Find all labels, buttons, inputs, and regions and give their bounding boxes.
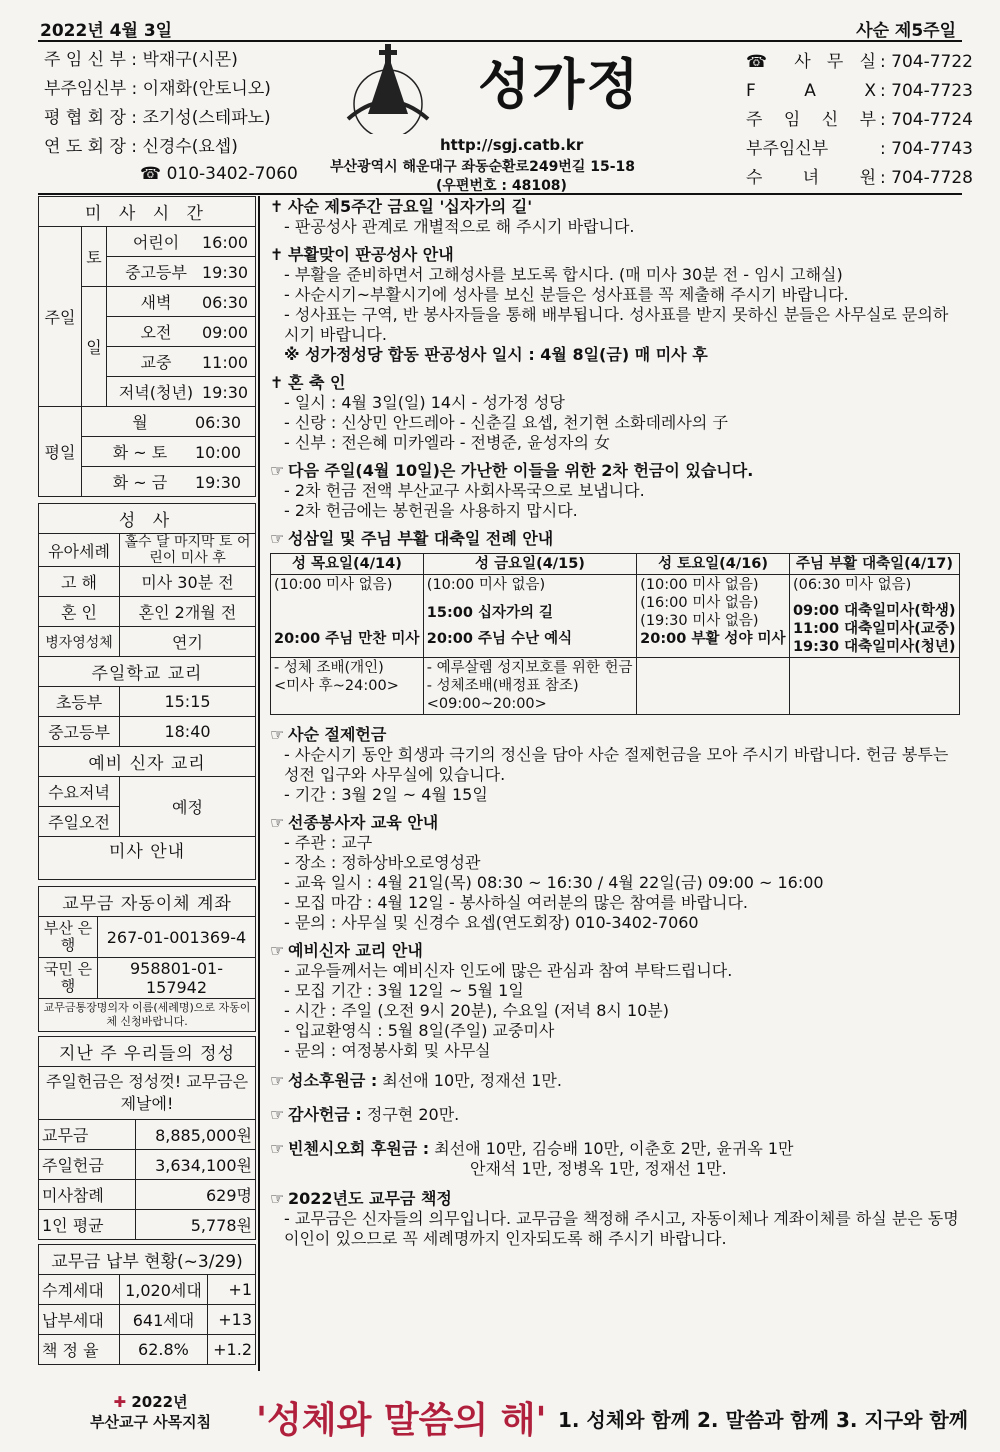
- main-content: [270, 197, 960, 1257]
- cross-icon: ✝: [270, 197, 284, 216]
- contact-row: 부주임신부 : 704-7743: [746, 139, 973, 159]
- notice-dues: ☞ 2022년도 교무금 책정 - 교무금은 신자들의 의무입니다. 교무금을 책정해 주시고, 자동이체나 계좌이체를 하실 분은 동명이인이 있으므로 꼭 세례명까지 인자되도록 해 주시기 바랍니다.: [270, 1189, 959, 1248]
- notice-way-of-cross: ✝ 사순 제5주간 금요일 '십자가의 길' - 판공성사 관계로 개별적으로 해 주시기 바랍니다.: [270, 197, 635, 236]
- weekday-label: 평일: [39, 407, 82, 497]
- sidebar: [38, 196, 256, 1365]
- phone-icon: ☎: [140, 164, 167, 184]
- church-logo-icon: [328, 44, 448, 134]
- contact-row: ☎ 사 무 실 : 704-7722: [746, 52, 973, 72]
- address: 부산광역시 해운대구 좌동순환로249번길 15-18: [330, 159, 636, 175]
- pointing-hand-icon: ☞: [270, 941, 285, 960]
- mass-times-title: 미 사 시 간: [39, 197, 256, 227]
- pointing-hand-icon: ☞: [270, 1105, 285, 1124]
- liturgical-week: 사순 제5주일: [856, 21, 956, 41]
- notice-thanks-donation: ☞ 감사헌금 : 정구현 20만.: [270, 1105, 460, 1124]
- offering-table: 지난 주 우리들의 정성 주일헌금은 정성껏! 교무금은 제날에! 교무금 8,885,000원 주일헌금 3,634,100원 미사참례 629명 1인 평균 5,778원: [38, 1036, 256, 1240]
- guideline-points: 1. 성체와 함께 2. 말씀과 함께 3. 지구와 함께: [558, 1408, 969, 1432]
- contact-list: [746, 48, 973, 193]
- account-table: 교무금 자동이체 계좌 부산 은행 267-01-001369-4 국민 은행 958801-01-157942 교무금통장명의자 이름(세례명)으로 자동이체 신청바랍니다.: [38, 886, 256, 1032]
- staff-row: 연 도 회 장 : 신경수(요셉): [44, 137, 238, 157]
- notice-volunteer-training: ☞ 선종봉사자 교육 안내 - 주관 : 교구 - 장소 : 정하상바오로영성관 - 교육 일시 : 4월 21일(목) 08:30 ~ 16:30 / 4월 22일(금) 09:00 ~ 16:00 - 모집 마감 : 4월 12일 - 봉사하실 여러분의 많은 참여를 바랍니다. - 문의 : 사무실 및 신경수 요셉(연도회장) 010-3402-7060: [270, 813, 824, 932]
- staff-phone: ☎ 010-3402-7060: [140, 164, 298, 184]
- notice-confession: ✝ 부활맞이 판공성사 안내 - 부활을 준비하면서 고해성사를 보도록 합시다. (매 미사 30분 전 - 임시 고해실) - 사순시기~부활시기에 성사를 보신 분들은 성사표를 꼭 제출해 주시기 바랍니다. - 성사표는 구역, 반 봉사자들을 통해 배부됩니다. 성사표를 받지 못하신 분들은 사무실로 문의하시기 바랍니다. ※ 성가정성당 합동 판공성사 일시 : 4월 8일(금) 매 미사 후: [270, 245, 949, 364]
- staff-list: [44, 46, 271, 162]
- notice-triduum: ☞ 성삼일 및 주님 부활 대축일 전례 안내 성 목요일(4/14) 성 금요일(4/15) 성 토요일(4/16) 주님 부활 대축일(4/17) (10:00 미사 없음) 20:00 주님 만찬 미사 (10:00 미사 없음) 15:00 십자가의 길 20:00 주님 수난 예식 (10:00 미사 없음) (16:00 미사 없음) (19:30 미사 없음) 20:00 부활 성야 미사 (06:30 미사 없음) 09:00 대축일미사(학생) 11:00 대축일미사(교중) 19:30 대축일미사(청년) - 성체 조배(개인) <미사 후~24:00> - 예루살렘 성지보호를 위한 헌금 - 성체조배(배정표 참조) <09:00~20:00>: [270, 529, 960, 715]
- dues-table: 교무금 납부 현황(~3/29) 수계세대 1,020세대 +1 납부세대 641세대 +13 책 정 율 62.8% +1.2: [38, 1244, 256, 1365]
- staff-row: 평 협 회 장 : 조기성(스테파노): [44, 108, 271, 128]
- diocese-logo-icon: ✚: [113, 1393, 127, 1411]
- sacrament-table: 성 사 유아세례 홀수 달 마지막 토 어린이 미사 후 고 해 미사 30분 전 혼 인 혼인 2개월 전 병자영성체 연기 주일학교 교리 초등부 15:15 중고등부 18:40 예비 신자 교리 수요저녁 예정 주일오전 미사 안내: [38, 503, 256, 880]
- zip-code: (우편번호 : 48108): [436, 178, 567, 194]
- pointing-hand-icon: ☞: [270, 813, 285, 832]
- pointing-hand-icon: ☞: [270, 1071, 285, 1090]
- mass-times-table: 미 사 시 간 주일 토 어린이 16:00 중고등부 19:30 일 새벽 06:30 오전 09:00 교중 11:00 저녁(청년) 19:30 평일 월 06:30 화 ~ 토 10:00 화 ~ 금 19:30: [38, 196, 256, 497]
- staff-row: 부주임신부 : 이재화(안토니오): [44, 79, 271, 99]
- year-slogan: '성체와 말씀의 해': [256, 1400, 547, 1441]
- contact-row: 수 녀 원 : 704-7728: [746, 168, 973, 188]
- cross-icon: ✝: [270, 245, 284, 264]
- pointing-hand-icon: ☞: [270, 1139, 285, 1158]
- divider: [258, 196, 260, 1371]
- notice-vocation-donation: ☞ 성소후원금 : 최선애 10만, 정재선 1만.: [270, 1071, 562, 1090]
- church-logo: [328, 44, 448, 134]
- pointing-hand-icon: ☞: [270, 461, 285, 480]
- notice-vincent-donation: ☞ 빈첸시오회 후원금 : 최선애 10만, 김승배 10만, 이춘호 2만, 윤귀옥 1만 안재석 1만, 정병옥 1만, 정재선 1만.: [270, 1139, 794, 1178]
- bulletin-date: 2022년 4월 3일: [40, 21, 173, 41]
- pointing-hand-icon: ☞: [270, 725, 285, 744]
- divider: [38, 193, 962, 195]
- pointing-hand-icon: ☞: [270, 1189, 285, 1208]
- pointing-hand-icon: ☞: [270, 529, 285, 548]
- notice-lenten-offering: ☞ 사순 절제헌금 - 사순시기 동안 희생과 극기의 정신을 담아 사순 절제헌금을 모아 주시기 바랍니다. 헌금 봉투는 성전 입구와 사무실에 있습니다. - 기간 : 3월 2일 ~ 4월 15일: [270, 725, 949, 804]
- triduum-table: 성 목요일(4/14) 성 금요일(4/15) 성 토요일(4/16) 주님 부활 대축일(4/17) (10:00 미사 없음) 20:00 주님 만찬 미사 (10:00 미사 없음) 15:00 십자가의 길 20:00 주님 수난 예식 (10:00 미사 없음) (16:00 미사 없음) (19:30 미사 없음) 20:00 부활 성야 미사 (06:30 미사 없음) 09:00 대축일미사(학생) 11:00 대축일미사(교중) 19:30 대축일미사(청년) - 성체 조배(개인) <미사 후~24:00> - 예루살렘 성지보호를 위한 헌금 - 성체조배(배정표 참조) <09:00~20:00>: [270, 553, 960, 715]
- website-link[interactable]: http://sgj.catb.kr: [440, 136, 584, 154]
- notice-catechumen: ☞ 예비신자 교리 안내 - 교우들께서는 예비신자 인도에 많은 관심과 참여 부탁드립니다. - 모집 기간 : 3월 12일 ~ 5월 1일 - 시간 : 주일 (오전 9시 20분), 수요일 (저녁 8시 10분) - 입교환영식 : 5월 8일(주일) 교중미사 - 문의 : 여정봉사회 및 사무실: [270, 941, 733, 1060]
- sunday-label: 주일: [39, 227, 82, 407]
- diocese-guideline: ✚ 2022년 부산교구 사목지침: [90, 1393, 212, 1431]
- cross-icon: ✝: [270, 373, 284, 392]
- notice-second-collection: ☞ 다음 주일(4월 10일)은 가난한 이들을 위한 2차 헌금이 있습니다. - 2차 헌금 전액 부산교구 사회사목국으로 보냅니다. - 2차 헌금에는 봉헌권을 사용하지 맙시다.: [270, 461, 754, 520]
- contact-row: 주 임 신 부 : 704-7724: [746, 110, 973, 130]
- notice-wedding: ✝ 혼 축 인 - 일시 : 4월 3일(일) 14시 - 성가정 성당 - 신랑 : 신상민 안드레아 - 신춘길 요셉, 천기현 소화데레사의 子 - 신부 : 전은혜 미카엘라 - 전병준, 윤성자의 女: [270, 373, 729, 452]
- staff-row: 주 임 신 부 : 박재구(시몬): [44, 50, 238, 70]
- contact-row: F A X : 704-7723: [746, 81, 973, 101]
- bulletin-title: 성가정: [478, 53, 641, 116]
